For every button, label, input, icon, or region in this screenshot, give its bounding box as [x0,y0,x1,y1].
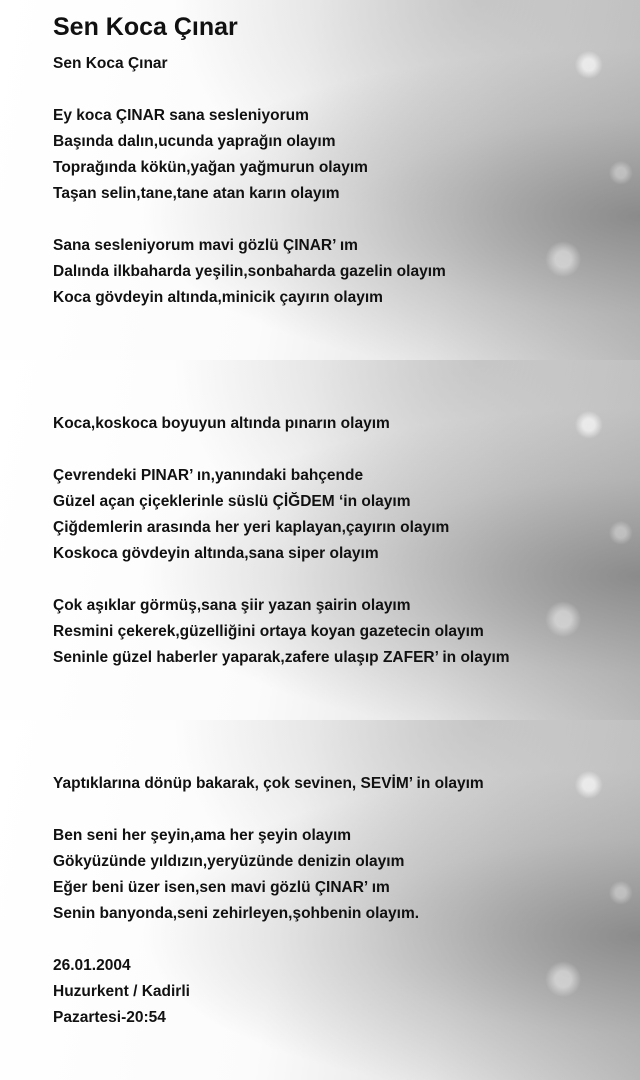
poem-line: Güzel açan çiçeklerinle süslü ÇİĞDEM ‘in olayım [53,493,411,510]
poem-date: 26.01.2004 [53,957,131,974]
poem-line: Senin banyonda,seni zehirleyen,şohbenin olayım. [53,905,420,922]
poem-subtitle: Sen Koca Çınar [53,55,168,72]
poem-line: Çevrendeki PINAR’ ın,yanındaki bahçende [53,467,364,484]
poem-line: Koca gövdeyin altında,minicik çayırın olayım [53,289,383,306]
poem-line: Koskoca gövdeyin altında,sana siper olayım [53,545,379,562]
poem-line: Sana sesleniyorum mavi gözlü ÇINAR’ ım [53,237,358,254]
poem-block-3 [53,771,484,1031]
stanza-gap [53,927,484,953]
poem-line: Resmini çekerek,güzelliğini ortaya koyan gazetecin olayım [53,623,484,640]
poem-panel-3 [0,720,640,1080]
poem-place: Huzurkent / Kadirli [53,983,190,1000]
poem-line: Çok aşıklar görmüş,sana şiir yazan şairin olayım [53,597,411,614]
stanza-gap [53,567,510,593]
poem-line: Ey koca ÇINAR sana sesleniyorum [53,107,309,124]
poem-line: Ben seni her şeyin,ama her şeyin olayım [53,827,352,844]
poem-line: Yaptıklarına dönüp bakarak, çok sevinen, SEVİM’ in olayım [53,775,484,792]
poem-panel-1 [0,0,640,360]
poem-time: Pazartesi-20:54 [53,1009,166,1026]
stanza-gap [53,77,446,103]
stanza-gap [53,207,446,233]
poem-line: Başında dalın,ucunda yaprağın olayım [53,133,336,150]
stanza-gap [53,797,484,823]
poem-line: Taşan selin,tane,tane atan karın olayım [53,185,340,202]
poem-block-1 [53,51,446,311]
poem-line: Koca,koskoca boyuyun altında pınarın olayım [53,415,390,432]
poem-line: Gökyüzünde yıldızın,yeryüzünde denizin olayım [53,853,405,870]
poem-line: Seninle güzel haberler yaparak,zafere ulaşıp ZAFER’ in olayım [53,649,510,666]
poem-line: Çiğdemlerin arasında her yeri kaplayan,çayırın olayım [53,519,450,536]
stanza-gap [53,437,510,463]
poem-line: Dalında ilkbaharda yeşilin,sonbaharda gazelin olayım [53,263,446,280]
poem-line: Eğer beni üzer isen,sen mavi gözlü ÇINAR’ ım [53,879,390,896]
page-title: Sen Koca Çınar [53,13,238,41]
poem-line: Toprağında kökün,yağan yağmurun olayım [53,159,368,176]
poem-block-2 [53,411,510,671]
poem-panel-2 [0,360,640,720]
